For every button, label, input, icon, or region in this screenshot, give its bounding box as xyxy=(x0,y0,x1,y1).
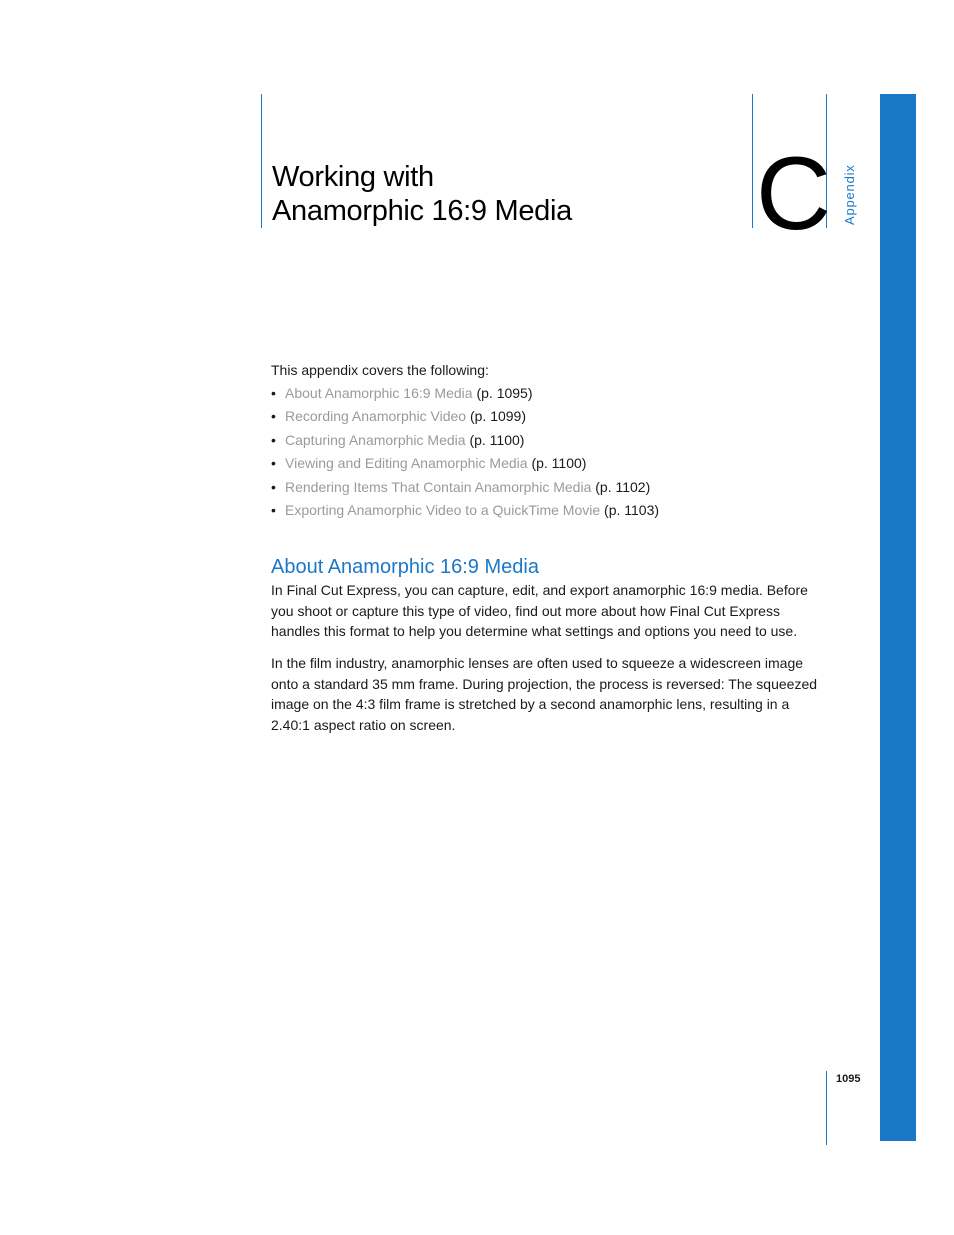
toc-item xyxy=(271,384,659,407)
letter-divider-line xyxy=(752,94,753,228)
body-paragraph-1: In Final Cut Express, you can capture, edit, and export anamorphic 16:9 media. Before you shoot or capture this type of video, find out more about how Final Cut Express handles this format to help you determine what settings and options you need to use. xyxy=(271,582,808,639)
chapter-title-line-1: Working with xyxy=(272,161,434,193)
toc-list xyxy=(271,384,659,524)
toc-page-ref: (p. 1100) xyxy=(469,431,525,448)
toc-link-recording[interactable]: Recording Anamorphic Video xyxy=(285,408,467,425)
chapter-letter: C xyxy=(756,136,830,252)
section-heading: About Anamorphic 16:9 Media xyxy=(271,556,539,578)
appendix-label: Appendix xyxy=(842,164,857,225)
toc-link-exporting[interactable]: Exporting Anamorphic Video to a QuickTime Movie xyxy=(285,501,601,518)
intro-text: This appendix covers the following: xyxy=(271,362,489,378)
toc-item xyxy=(271,407,659,430)
toc-link-about-anamorphic[interactable]: About Anamorphic 16:9 Media xyxy=(285,385,473,401)
page-number: 1095 xyxy=(836,1073,861,1085)
toc-link-capturing[interactable]: Capturing Anamorphic Media xyxy=(285,431,466,448)
chapter-title xyxy=(272,160,572,228)
body-paragraph-2: In the film industry, anamorphic lenses are often used to squeeze a widescreen image onto a standard 35 mm frame. During projection, the process is reversed: The squeezed image on the 4:3 film frame is stretched by a second anamorphic lens, resulting in a 2.40:1 aspect ratio on screen. xyxy=(271,655,818,733)
toc-item xyxy=(271,454,659,477)
bullet: • xyxy=(271,385,276,401)
bullet: • xyxy=(271,478,276,495)
toc-page-ref: (p. 1100) xyxy=(531,455,587,472)
toc-page-ref: (p. 1099) xyxy=(469,408,527,425)
toc-page-ref: (p. 1102) xyxy=(595,478,651,495)
chapter-title-line-2: Anamorphic 16:9 Media xyxy=(272,195,572,227)
toc-page-ref: (p. 1095) xyxy=(476,385,533,401)
bullet: • xyxy=(271,408,276,425)
page-number-divider-line xyxy=(826,1071,827,1145)
toc-link-rendering[interactable]: Rendering Items That Contain Anamorphic Media xyxy=(285,478,592,495)
bullet: • xyxy=(271,501,276,518)
toc-page-ref: (p. 1103) xyxy=(604,501,660,518)
toc-item xyxy=(271,431,659,454)
toc-item xyxy=(271,478,659,501)
toc-item xyxy=(271,501,659,524)
toc-link-viewing-editing[interactable]: Viewing and Editing Anamorphic Media xyxy=(285,455,528,472)
bullet: • xyxy=(271,431,276,448)
bullet: • xyxy=(271,455,276,472)
title-divider-line xyxy=(261,94,262,228)
chapter-tab-bar xyxy=(880,94,916,1141)
